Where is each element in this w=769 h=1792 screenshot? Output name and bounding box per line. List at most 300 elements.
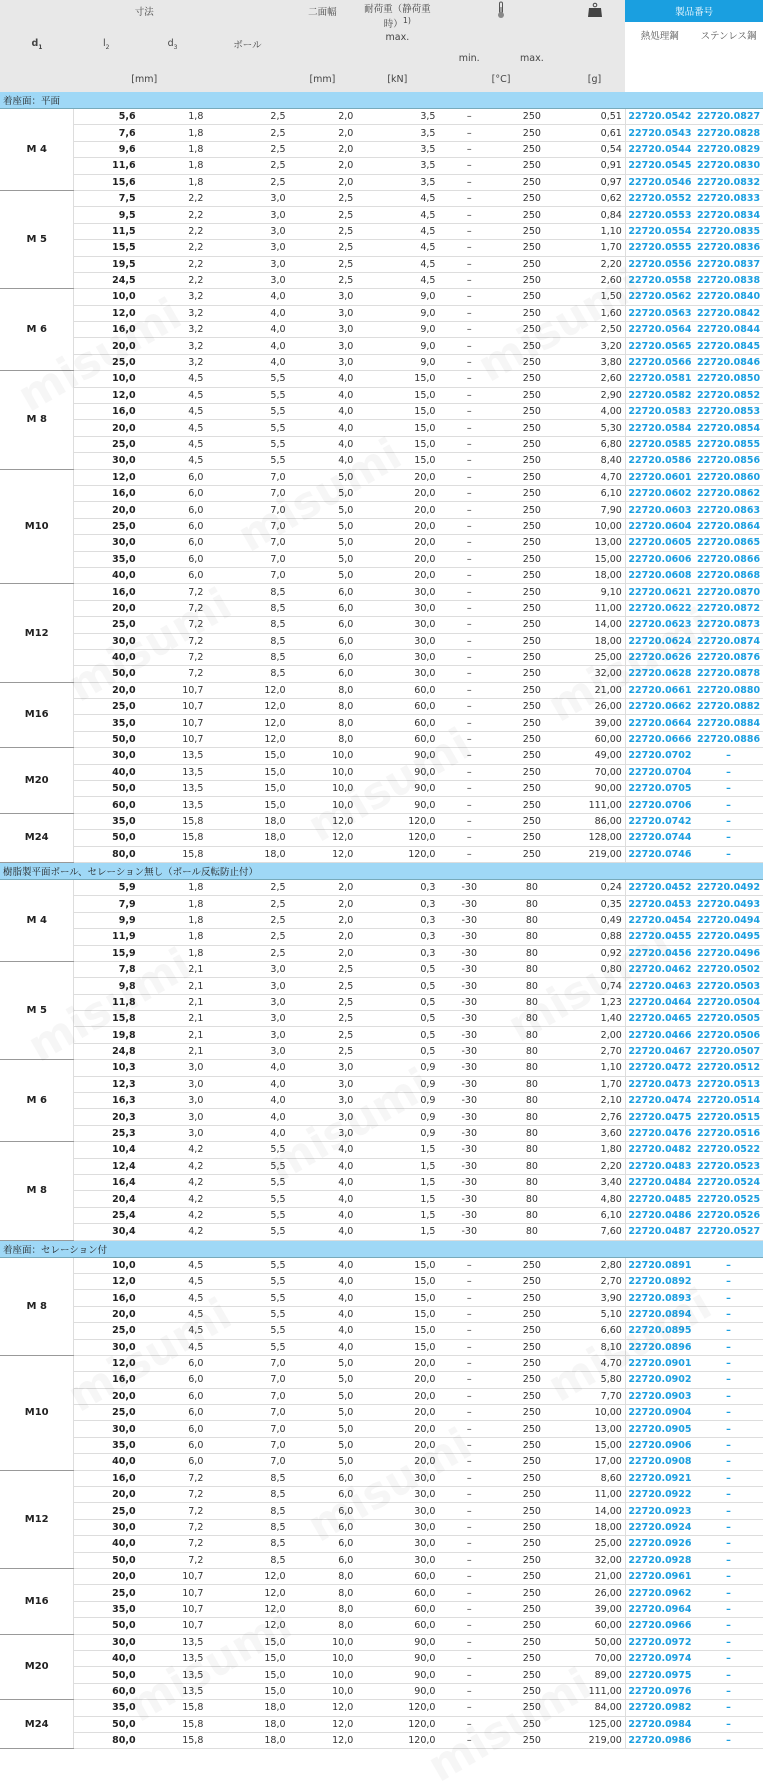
l2-cell: 11,6 (74, 158, 139, 174)
temp-min-cell: -30 (438, 1093, 500, 1109)
part-number-stainless[interactable]: 22720.0876 (694, 649, 763, 665)
part-number-steel[interactable]: 22720.0906 (625, 1437, 694, 1453)
part-number-stainless[interactable]: 22720.0836 (694, 240, 763, 256)
load-cell: 20,0 (356, 502, 438, 518)
part-number-steel[interactable]: 22720.0584 (625, 420, 694, 436)
load-cell: 0,9 (356, 1125, 438, 1141)
temp-max-cell: 250 (500, 207, 564, 223)
part-number-steel[interactable]: 22720.0545 (625, 158, 694, 174)
temp-max-cell: 80 (500, 896, 564, 912)
part-number-steel[interactable]: 22720.0474 (625, 1093, 694, 1109)
part-number-steel[interactable]: 22720.0664 (625, 715, 694, 731)
d3-cell: 4,2 (139, 1207, 207, 1223)
weight-cell: 0,74 (564, 978, 626, 994)
l2-cell: 10,0 (74, 1257, 139, 1273)
part-number-stainless[interactable]: 22720.0837 (694, 256, 763, 272)
part-number-stainless[interactable]: 22720.0495 (694, 929, 763, 945)
part-number-stainless[interactable]: 22720.0504 (694, 994, 763, 1010)
part-number-steel[interactable]: 22720.0484 (625, 1175, 694, 1191)
load-cell: 0,9 (356, 1109, 438, 1125)
l2-cell: 25,0 (74, 354, 139, 370)
ball-cell: 7,0 (206, 1437, 288, 1453)
thread-size-cell: M24 (0, 813, 74, 862)
load-cell: 20,0 (356, 518, 438, 534)
part-number-steel[interactable]: 22720.0483 (625, 1158, 694, 1174)
load-cell: 60,0 (356, 682, 438, 698)
part-number-stainless[interactable]: 22720.0507 (694, 1043, 763, 1059)
table-row (0, 485, 763, 501)
part-number-steel[interactable]: 22720.0746 (625, 846, 694, 862)
part-number-stainless[interactable]: 22720.0503 (694, 978, 763, 994)
weight-cell: 26,00 (564, 1585, 626, 1601)
temp-min-cell: – (438, 1306, 500, 1322)
weight-cell: 60,00 (564, 1618, 626, 1634)
ball-cell: 7,0 (206, 1372, 288, 1388)
part-number-stainless[interactable]: 22720.0493 (694, 896, 763, 912)
temp-min-cell: – (438, 240, 500, 256)
temp-min-cell: -30 (438, 1011, 500, 1027)
part-number-steel[interactable]: 22720.0704 (625, 764, 694, 780)
temp-min-cell: – (438, 830, 500, 846)
load-cell: 0,5 (356, 1027, 438, 1043)
part-number-steel[interactable]: 22720.0621 (625, 584, 694, 600)
part-number-stainless[interactable]: 22720.0515 (694, 1109, 763, 1125)
part-number-steel[interactable]: 22720.0583 (625, 404, 694, 420)
part-number-steel[interactable]: 22720.0604 (625, 518, 694, 534)
part-number-stainless: – (694, 1552, 763, 1568)
l2-cell: 25,4 (74, 1207, 139, 1223)
part-number-stainless[interactable]: 22720.0512 (694, 1060, 763, 1076)
thread-size-cell: M 5 (0, 961, 74, 1059)
part-number-stainless[interactable]: 22720.0513 (694, 1076, 763, 1092)
load-cell: 9,0 (356, 338, 438, 354)
weight-cell: 18,00 (564, 567, 626, 583)
load-cell: 30,0 (356, 1519, 438, 1535)
part-number-stainless[interactable]: 22720.0886 (694, 731, 763, 747)
part-number-steel[interactable]: 22720.0904 (625, 1405, 694, 1421)
part-number-stainless[interactable]: 22720.0502 (694, 961, 763, 977)
part-number-steel[interactable]: 22720.0462 (625, 961, 694, 977)
part-number-steel[interactable]: 22720.0465 (625, 1011, 694, 1027)
part-number-steel[interactable]: 22720.0581 (625, 371, 694, 387)
weight-cell: 1,50 (564, 289, 626, 305)
temp-max-cell: 250 (500, 174, 564, 190)
part-number-steel[interactable]: 22720.0922 (625, 1487, 694, 1503)
load-cell: 4,5 (356, 190, 438, 206)
part-number-steel[interactable]: 22720.0603 (625, 502, 694, 518)
across-flats-cell: 5,0 (289, 535, 357, 551)
part-number-stainless[interactable]: 22720.0874 (694, 633, 763, 649)
temp-min-cell: -30 (438, 978, 500, 994)
d3-cell: 4,5 (139, 1273, 207, 1289)
across-flats-cell: 5,0 (289, 551, 357, 567)
temp-min-cell: – (438, 453, 500, 469)
part-number-stainless[interactable]: 22720.0523 (694, 1158, 763, 1174)
table-row (0, 518, 763, 534)
part-number-steel[interactable]: 22720.0626 (625, 649, 694, 665)
part-number-steel[interactable]: 22720.0903 (625, 1388, 694, 1404)
part-number-steel[interactable]: 22720.0924 (625, 1519, 694, 1535)
temp-min-cell: – (438, 617, 500, 633)
d3-cell: 7,2 (139, 666, 207, 682)
part-number-stainless[interactable]: 22720.0522 (694, 1142, 763, 1158)
part-number-stainless: – (694, 1585, 763, 1601)
d3-cell: 4,5 (139, 453, 207, 469)
weight-cell: 5,30 (564, 420, 626, 436)
part-number-steel[interactable]: 22720.0582 (625, 387, 694, 403)
temp-min-cell: – (438, 731, 500, 747)
part-number-steel[interactable]: 22720.0472 (625, 1060, 694, 1076)
load-cell: 15,0 (356, 1339, 438, 1355)
part-number-stainless[interactable]: 22720.0880 (694, 682, 763, 698)
part-number-stainless[interactable]: 22720.0827 (694, 109, 763, 125)
part-number-steel[interactable]: 22720.0964 (625, 1601, 694, 1617)
part-number-steel[interactable]: 22720.0742 (625, 813, 694, 829)
part-number-stainless[interactable]: 22720.0884 (694, 715, 763, 731)
part-number-steel[interactable]: 22720.0463 (625, 978, 694, 994)
ball-cell: 5,5 (206, 371, 288, 387)
part-number-steel[interactable]: 22720.0902 (625, 1372, 694, 1388)
part-number-stainless[interactable]: 22720.0838 (694, 272, 763, 288)
ball-cell: 4,0 (206, 338, 288, 354)
table-row (0, 174, 763, 190)
part-number-stainless[interactable]: 22720.0865 (694, 535, 763, 551)
part-number-steel[interactable]: 22720.0563 (625, 305, 694, 321)
d3-cell: 2,2 (139, 207, 207, 223)
part-number-steel[interactable]: 22720.0605 (625, 535, 694, 551)
load-cell: 15,0 (356, 1273, 438, 1289)
part-number-steel[interactable]: 22720.0566 (625, 354, 694, 370)
part-number-steel[interactable]: 22720.0554 (625, 223, 694, 239)
temp-max-cell: 250 (500, 256, 564, 272)
l2-cell: 9,6 (74, 141, 139, 157)
l2-cell: 12,0 (74, 469, 139, 485)
part-number-steel[interactable]: 22720.0485 (625, 1191, 694, 1207)
part-number-steel[interactable]: 22720.0923 (625, 1503, 694, 1519)
part-number-stainless[interactable]: 22720.0492 (694, 879, 763, 895)
part-number-steel[interactable]: 22720.0606 (625, 551, 694, 567)
part-number-stainless[interactable]: 22720.0864 (694, 518, 763, 534)
part-number-stainless: – (694, 1421, 763, 1437)
part-number-steel[interactable]: 22720.0662 (625, 699, 694, 715)
part-number-steel[interactable]: 22720.0475 (625, 1109, 694, 1125)
part-number-steel[interactable]: 22720.0628 (625, 666, 694, 682)
weight-cell: 7,60 (564, 1224, 626, 1240)
part-number-steel[interactable]: 22720.0555 (625, 240, 694, 256)
d3-cell: 15,8 (139, 830, 207, 846)
part-number-stainless[interactable]: 22720.0860 (694, 469, 763, 485)
part-number-stainless[interactable]: 22720.0872 (694, 600, 763, 616)
temp-max-cell: 250 (500, 518, 564, 534)
part-number-stainless[interactable]: 22720.0870 (694, 584, 763, 600)
part-number-stainless[interactable]: 22720.0833 (694, 190, 763, 206)
across-flats-cell: 6,0 (289, 584, 357, 600)
part-number-stainless[interactable]: 22720.0830 (694, 158, 763, 174)
part-number-steel[interactable]: 22720.0602 (625, 485, 694, 501)
load-cell: 15,0 (356, 1290, 438, 1306)
part-number-steel[interactable]: 22720.0552 (625, 190, 694, 206)
weight-icon (587, 2, 603, 18)
across-flats-cell: 5,0 (289, 469, 357, 485)
temp-min-cell: – (438, 1421, 500, 1437)
across-flats-cell: 4,0 (289, 1191, 357, 1207)
l2-cell: 15,8 (74, 1011, 139, 1027)
part-number-steel[interactable]: 22720.0543 (625, 125, 694, 141)
ball-cell: 18,0 (206, 830, 288, 846)
part-number-steel[interactable]: 22720.0542 (625, 109, 694, 125)
part-number-steel[interactable]: 22720.0892 (625, 1273, 694, 1289)
part-number-steel[interactable]: 22720.0608 (625, 567, 694, 583)
table-body (0, 92, 763, 1749)
part-number-steel[interactable]: 22720.0962 (625, 1585, 694, 1601)
weight-cell: 7,90 (564, 502, 626, 518)
temp-max-cell: 250 (500, 584, 564, 600)
d3-cell: 4,5 (139, 436, 207, 452)
temp-min-cell: -30 (438, 1175, 500, 1191)
thermometer-icon (495, 1, 507, 19)
weight-cell: 25,00 (564, 1536, 626, 1552)
d3-cell: 7,2 (139, 617, 207, 633)
across-flats-cell: 6,0 (289, 617, 357, 633)
part-number-steel[interactable]: 22720.0896 (625, 1339, 694, 1355)
table-row (0, 1224, 763, 1240)
table-row (0, 1437, 763, 1453)
across-flats-cell: 3,0 (289, 1109, 357, 1125)
part-number-steel[interactable]: 22720.0961 (625, 1568, 694, 1584)
ball-cell: 5,5 (206, 1207, 288, 1223)
part-number-steel[interactable]: 22720.0982 (625, 1700, 694, 1716)
part-number-steel[interactable]: 22720.0895 (625, 1323, 694, 1339)
part-number-stainless[interactable]: 22720.0842 (694, 305, 763, 321)
part-number-stainless[interactable]: 22720.0846 (694, 354, 763, 370)
part-number-stainless: – (694, 1339, 763, 1355)
part-number-steel[interactable]: 22720.0984 (625, 1716, 694, 1732)
table-row (0, 1487, 763, 1503)
part-number-steel[interactable]: 22720.0586 (625, 453, 694, 469)
temp-max-cell: 250 (500, 781, 564, 797)
unit-kn: [kN] (356, 66, 438, 92)
part-number-steel[interactable]: 22720.0666 (625, 731, 694, 747)
d3-cell: 3,2 (139, 305, 207, 321)
part-number-steel[interactable]: 22720.0908 (625, 1454, 694, 1470)
part-number-stainless[interactable]: 22720.0856 (694, 453, 763, 469)
part-number-steel[interactable]: 22720.0585 (625, 436, 694, 452)
load-cell: 90,0 (356, 764, 438, 780)
weight-cell: 49,00 (564, 748, 626, 764)
part-number-steel[interactable]: 22720.0486 (625, 1207, 694, 1223)
part-number-steel[interactable]: 22720.0453 (625, 896, 694, 912)
part-number-steel[interactable]: 22720.0558 (625, 272, 694, 288)
load-cell: 0,3 (356, 929, 438, 945)
table-row (0, 305, 763, 321)
load-cell: 15,0 (356, 1323, 438, 1339)
part-number-stainless[interactable]: 22720.0844 (694, 322, 763, 338)
part-number-stainless[interactable]: 22720.0868 (694, 567, 763, 583)
part-number-steel[interactable]: 22720.0926 (625, 1536, 694, 1552)
part-number-steel[interactable]: 22720.0921 (625, 1470, 694, 1486)
across-flats-cell: 2,0 (289, 125, 357, 141)
ball-cell: 7,0 (206, 1388, 288, 1404)
part-number-steel[interactable]: 22720.0565 (625, 338, 694, 354)
ball-cell: 5,5 (206, 453, 288, 469)
temp-max-cell: 250 (500, 1290, 564, 1306)
temp-min-cell: – (438, 699, 500, 715)
part-number-stainless[interactable]: 22720.0506 (694, 1027, 763, 1043)
part-number-stainless[interactable]: 22720.0866 (694, 551, 763, 567)
l2-cell: 20,0 (74, 682, 139, 698)
weight-cell: 6,10 (564, 485, 626, 501)
part-number-steel[interactable]: 22720.0905 (625, 1421, 694, 1437)
l2-cell: 12,0 (74, 305, 139, 321)
part-number-stainless[interactable]: 22720.0834 (694, 207, 763, 223)
across-flats-cell: 2,5 (289, 994, 357, 1010)
part-number-steel[interactable]: 22720.0972 (625, 1634, 694, 1650)
across-flats-cell: 2,5 (289, 223, 357, 239)
part-number-stainless[interactable]: 22720.0878 (694, 666, 763, 682)
temp-min-cell: – (438, 1700, 500, 1716)
part-number-stainless[interactable]: 22720.0828 (694, 125, 763, 141)
ball-cell: 8,5 (206, 1487, 288, 1503)
part-number-stainless[interactable]: 22720.0829 (694, 141, 763, 157)
across-flats-cell: 5,0 (289, 518, 357, 534)
temp-max-cell: 250 (500, 1487, 564, 1503)
part-number-steel[interactable]: 22720.0544 (625, 141, 694, 157)
weight-cell: 21,00 (564, 682, 626, 698)
part-number-steel[interactable]: 22720.0464 (625, 994, 694, 1010)
table-row (0, 387, 763, 403)
ball-cell: 4,0 (206, 1125, 288, 1141)
part-number-steel[interactable]: 22720.0556 (625, 256, 694, 272)
part-number-stainless[interactable]: 22720.0862 (694, 485, 763, 501)
part-number-stainless[interactable]: 22720.0845 (694, 338, 763, 354)
l2-cell: 7,5 (74, 190, 139, 206)
l2-cell: 40,0 (74, 1650, 139, 1666)
part-number-stainless[interactable]: 22720.0525 (694, 1191, 763, 1207)
d3-cell: 2,1 (139, 1043, 207, 1059)
part-number-steel[interactable]: 22720.0975 (625, 1667, 694, 1683)
load-cell: 30,0 (356, 600, 438, 616)
part-number-steel[interactable]: 22720.0466 (625, 1027, 694, 1043)
d3-cell: 10,7 (139, 1618, 207, 1634)
part-number-stainless[interactable]: 22720.0853 (694, 404, 763, 420)
d3-cell: 10,7 (139, 1601, 207, 1617)
part-number-stainless[interactable]: 22720.0505 (694, 1011, 763, 1027)
part-number-stainless[interactable]: 22720.0840 (694, 289, 763, 305)
part-number-steel[interactable]: 22720.0546 (625, 174, 694, 190)
part-number-steel[interactable]: 22720.0893 (625, 1290, 694, 1306)
part-number-stainless[interactable]: 22720.0873 (694, 617, 763, 633)
part-number-steel[interactable]: 22720.0966 (625, 1618, 694, 1634)
temp-max-cell: 250 (500, 436, 564, 452)
part-number-stainless[interactable]: 22720.0882 (694, 699, 763, 715)
weight-cell: 18,00 (564, 633, 626, 649)
part-number-steel[interactable]: 22720.0452 (625, 879, 694, 895)
temp-max-cell: 250 (500, 453, 564, 469)
part-number-unit-blank-2 (694, 66, 763, 92)
part-number-steel[interactable]: 22720.0467 (625, 1043, 694, 1059)
part-number-steel[interactable]: 22720.0553 (625, 207, 694, 223)
part-number-steel[interactable]: 22720.0705 (625, 781, 694, 797)
load-cell: 20,0 (356, 1454, 438, 1470)
part-number-steel[interactable]: 22720.0622 (625, 600, 694, 616)
part-number-steel[interactable]: 22720.0562 (625, 289, 694, 305)
part-number-steel[interactable]: 22720.0891 (625, 1257, 694, 1273)
temperature-header (438, 0, 563, 22)
part-number-stainless[interactable]: 22720.0832 (694, 174, 763, 190)
part-number-steel[interactable]: 22720.0986 (625, 1732, 694, 1748)
thread-size-cell: M 5 (0, 190, 74, 288)
l2-cell: 50,0 (74, 1716, 139, 1732)
part-number-steel[interactable]: 22720.0974 (625, 1650, 694, 1666)
part-number-stainless[interactable]: 22720.0854 (694, 420, 763, 436)
part-number-stainless[interactable]: 22720.0852 (694, 387, 763, 403)
l2-cell: 25,0 (74, 1405, 139, 1421)
across-flats-cell: 2,5 (289, 1011, 357, 1027)
part-number-stainless[interactable]: 22720.0516 (694, 1125, 763, 1141)
part-number-stainless[interactable]: 22720.0527 (694, 1224, 763, 1240)
part-number-stainless[interactable]: 22720.0863 (694, 502, 763, 518)
part-number-steel[interactable]: 22720.0564 (625, 322, 694, 338)
part-number-steel[interactable]: 22720.0623 (625, 617, 694, 633)
temp-min-cell: – (438, 1388, 500, 1404)
l2-cell: 20,3 (74, 1109, 139, 1125)
part-number-steel[interactable]: 22720.0454 (625, 912, 694, 928)
across-flats-cell: 4,0 (289, 420, 357, 436)
part-number-steel[interactable]: 22720.0456 (625, 945, 694, 961)
across-flats-cell: 3,0 (289, 338, 357, 354)
part-number-steel[interactable]: 22720.0473 (625, 1076, 694, 1092)
l2-cell: 20,0 (74, 1388, 139, 1404)
ball-cell: 8,5 (206, 617, 288, 633)
part-number-stainless[interactable]: 22720.0496 (694, 945, 763, 961)
ball-cell: 18,0 (206, 1716, 288, 1732)
part-number-steel[interactable]: 22720.0482 (625, 1142, 694, 1158)
part-number-steel[interactable]: 22720.0928 (625, 1552, 694, 1568)
weight-cell: 1,40 (564, 1011, 626, 1027)
table-row (0, 256, 763, 272)
part-number-stainless[interactable]: 22720.0494 (694, 912, 763, 928)
part-number-steel[interactable]: 22720.0624 (625, 633, 694, 649)
across-flats-cell: 4,0 (289, 1290, 357, 1306)
part-number-steel[interactable]: 22720.0476 (625, 1125, 694, 1141)
part-number-steel[interactable]: 22720.0661 (625, 682, 694, 698)
part-number-steel[interactable]: 22720.0744 (625, 830, 694, 846)
table-row (0, 994, 763, 1010)
part-number-stainless[interactable]: 22720.0855 (694, 436, 763, 452)
part-number-steel[interactable]: 22720.0976 (625, 1683, 694, 1699)
load-cell: 9,0 (356, 354, 438, 370)
part-number-steel[interactable]: 22720.0601 (625, 469, 694, 485)
l2-cell: 24,5 (74, 272, 139, 288)
table-row (0, 338, 763, 354)
part-number-steel[interactable]: 22720.0901 (625, 1355, 694, 1371)
part-number-steel[interactable]: 22720.0702 (625, 748, 694, 764)
across-flats-cell: 8,0 (289, 682, 357, 698)
part-number-steel[interactable]: 22720.0487 (625, 1224, 694, 1240)
l2-cell: 16,0 (74, 1470, 139, 1486)
load-cell: 60,0 (356, 1568, 438, 1584)
ball-cell: 8,5 (206, 649, 288, 665)
part-number-stainless[interactable]: 22720.0526 (694, 1207, 763, 1223)
part-number-stainless[interactable]: 22720.0514 (694, 1093, 763, 1109)
temp-min-cell: – (438, 158, 500, 174)
part-number-stainless[interactable]: 22720.0850 (694, 371, 763, 387)
part-number-steel[interactable]: 22720.0455 (625, 929, 694, 945)
part-number-stainless[interactable]: 22720.0524 (694, 1175, 763, 1191)
part-number-stainless[interactable]: 22720.0835 (694, 223, 763, 239)
part-number-steel[interactable]: 22720.0706 (625, 797, 694, 813)
part-number-steel[interactable]: 22720.0894 (625, 1306, 694, 1322)
